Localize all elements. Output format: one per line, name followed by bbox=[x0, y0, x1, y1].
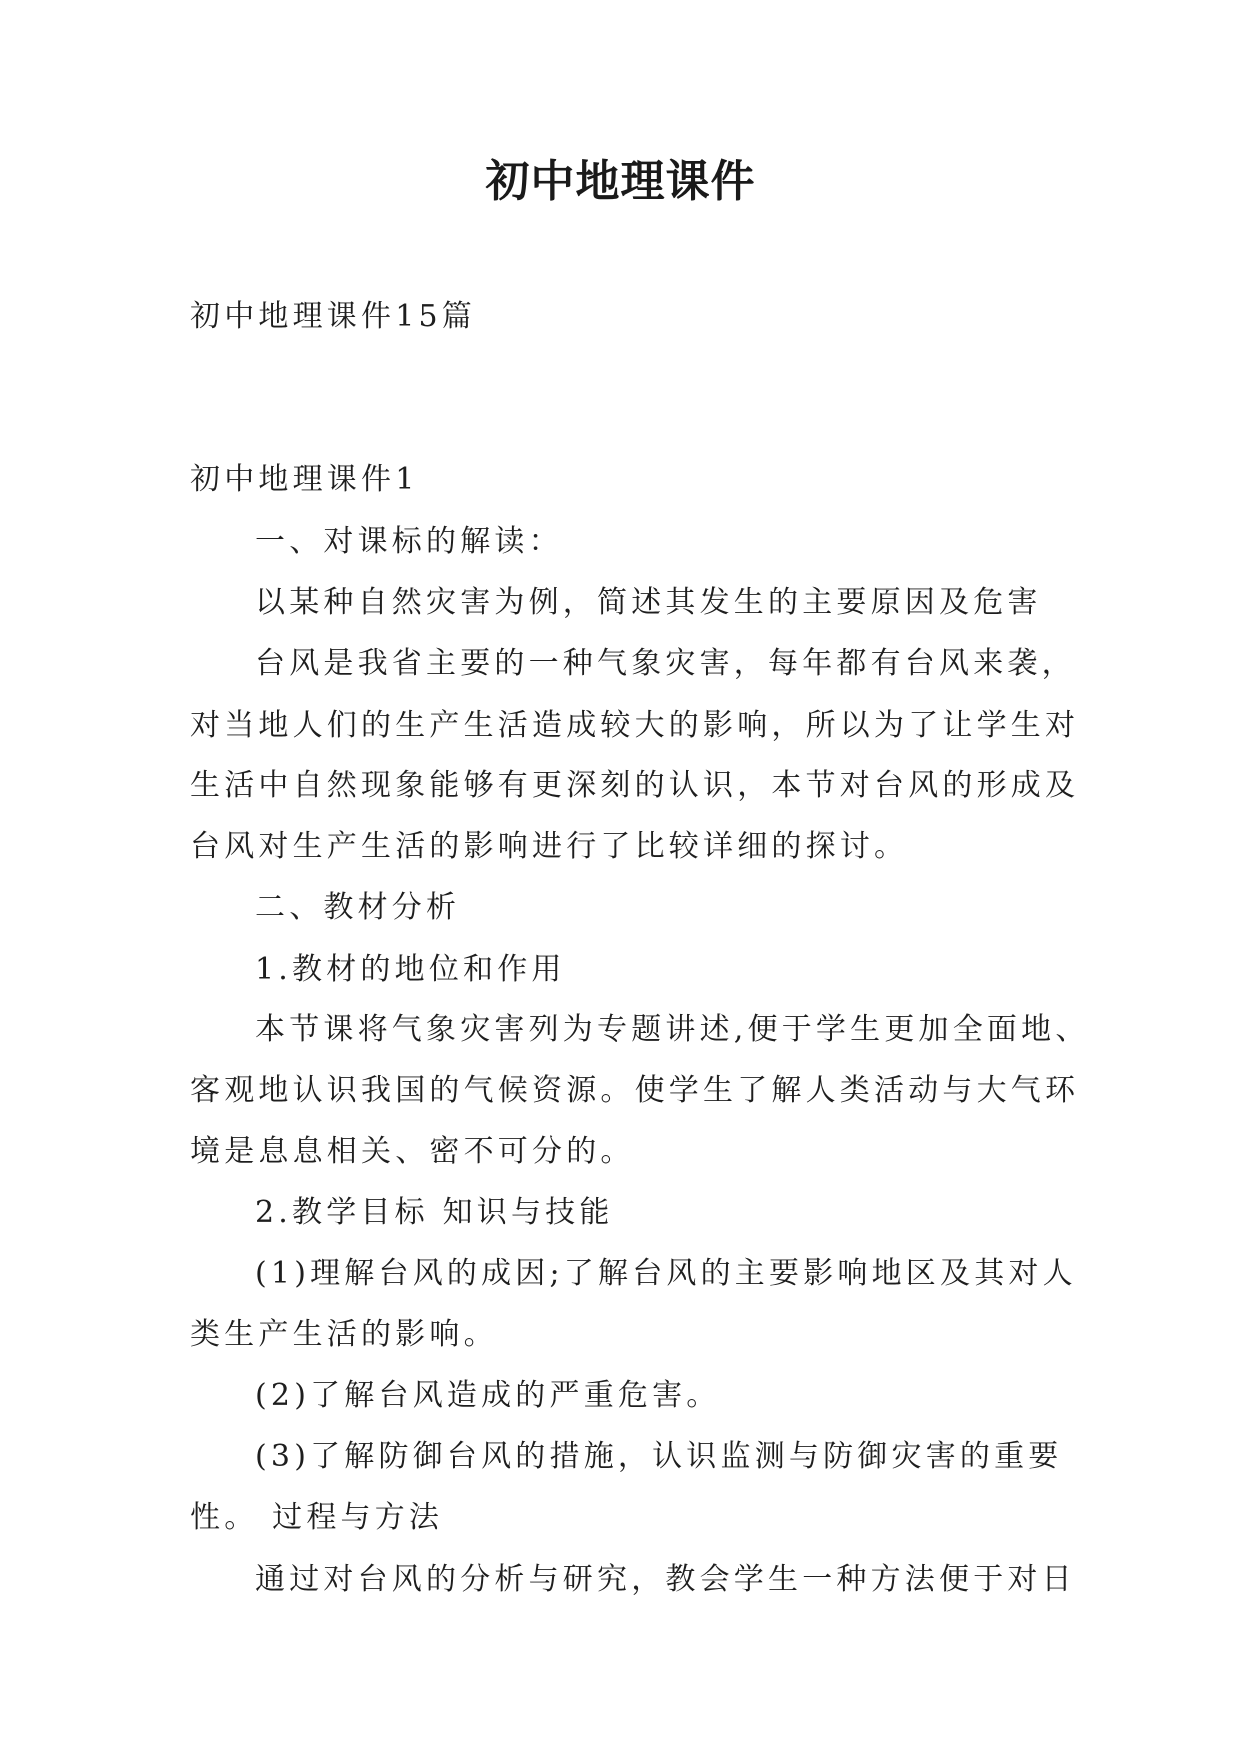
paragraph-line: 境是息息相关、密不可分的。 bbox=[190, 1134, 635, 1169]
paragraph-line: 对当地人们的生产生活造成较大的影响，所以为了让学生对 bbox=[190, 708, 1080, 743]
paragraph-line: 1.教材的地位和作用 bbox=[255, 952, 566, 987]
paragraph-line: 二、教材分析 bbox=[255, 890, 461, 925]
paragraph-line: 以某种自然灾害为例，简述其发生的主要原因及危害 bbox=[255, 585, 1042, 620]
paragraph-line: (1)理解台风的成因;了解台风的主要影响地区及其对人 bbox=[255, 1256, 1077, 1291]
paragraph-line: 台风是我省主要的一种气象灾害，每年都有台风来袭， bbox=[255, 646, 1076, 681]
paragraph-line: 本节课将气象灾害列为专题讲述,便于学生更加全面地、 bbox=[255, 1012, 1090, 1047]
document-title: 初中地理课件 bbox=[485, 156, 756, 207]
paragraph-line: 性。 过程与方法 bbox=[190, 1500, 444, 1535]
paragraph-line: 一、对课标的解读： bbox=[255, 524, 563, 559]
document-subtitle: 初中地理课件15篇 bbox=[190, 299, 476, 334]
section-heading: 初中地理课件1 bbox=[190, 462, 419, 497]
paragraph-line: (3)了解防御台风的措施，认识监测与防御灾害的重要 bbox=[255, 1439, 1063, 1474]
paragraph-line: 台风对生产生活的影响进行了比较详细的探讨。 bbox=[190, 829, 909, 864]
paragraph-line: (2)了解台风造成的严重危害。 bbox=[255, 1378, 721, 1413]
paragraph-line: 2.教学目标 知识与技能 bbox=[255, 1195, 614, 1230]
paragraph-line: 类生产生活的影响。 bbox=[190, 1317, 498, 1352]
paragraph-line: 生活中自然现象能够有更深刻的认识，本节对台风的形成及 bbox=[190, 768, 1080, 803]
paragraph-line: 通过对台风的分析与研究，教会学生一种方法便于对日 bbox=[255, 1562, 1076, 1597]
paragraph-line: 客观地认识我国的气候资源。使学生了解人类活动与大气环 bbox=[190, 1073, 1080, 1108]
